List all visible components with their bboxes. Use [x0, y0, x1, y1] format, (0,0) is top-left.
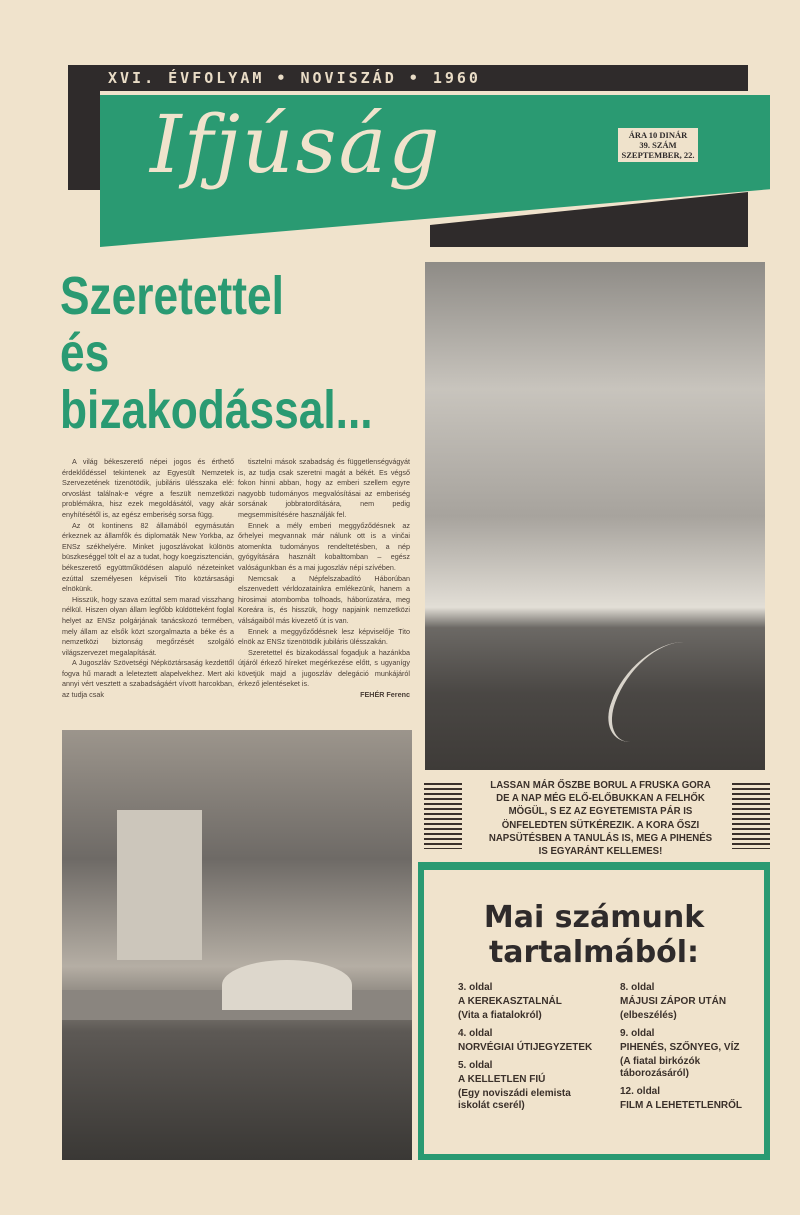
headline-line: Szeretettel: [60, 266, 284, 326]
contents-entry[interactable]: 12. oldal FILM A LEHETETLENRŐL: [620, 1086, 743, 1111]
contents-title-line: Mai számunk: [483, 900, 705, 935]
headline-line: bizakodással...: [60, 380, 373, 440]
newspaper-title: Ifjúság: [150, 98, 442, 191]
paragraph: Ennek a meggyőződésnek lesz képviselője Tito elnök az ENSz tizenötödik jubiláris ülésszakán.: [238, 626, 410, 647]
article-headline: [60, 268, 373, 439]
photo-caption: LASSAN MÁR ŐSZBE BORUL A FRUSKA GORA DE A NAP MÉG ELŐ-ELŐBUKKAN A FELHŐK MÖGÜL, S EZ AZ EGYETEMISTA PÁR IS ÖNFELEDTEN SÜTKÉREZIK. A KORA ŐSZI NAPSÜTÉSBEN A TANULÁS IS, MEG A PIHENÉS IS EGYARÁNT KELLEMES!: [488, 779, 713, 858]
paragraph: A világ békeszerető népei jogos és érthető érdeklődéssel tekintenek az Egyesült Nemzetek Szervezetének tizenötödik, jubiláris ülésszaka elé: orvoslást találnak-e végre a feszült nemzetközi problémákra, hisz ezek megoldásától, vagy akár enyhítésétől is, az egész emberiség sorsa függ.: [62, 457, 234, 519]
paragraph: Szeretettel és bizakodással fogadjuk a hazánkba útjáról érkező híreket megérkezése előtt, s ugyanígy követjük majd a jugoszláv delegáció munkájáról érkező jelentéseket is.: [238, 647, 410, 689]
caption-rule-left: [424, 783, 462, 849]
article-column-1: [62, 457, 234, 701]
author-signature: FEHÉR Ferenc: [360, 690, 410, 700]
fruska-gora-landscape-photo: [425, 262, 765, 770]
paragraph: Hisszük, hogy szava ezúttal sem marad visszhang nélkül. Hiszen olyan állam legfőbb küldötteként foglal helyet az ENSz polgárjának tanácskozó termében, mely állam az elsők közt szorgalmazta a béke és a nemzetközi biztonság megőrzését szolgáló világszervezet megalapítását.: [62, 594, 234, 657]
contents-entry[interactable]: 5. oldal A KELLETLEN FIÚ (Egy noviszádi elemista iskolát cserél): [458, 1060, 571, 1111]
masthead-left-bar: [68, 90, 100, 190]
article-column-2: [238, 457, 410, 701]
price: ÁRA 10 DINÁR: [628, 130, 688, 140]
contents-left-column: [458, 982, 598, 1114]
masthead-band: [68, 65, 748, 91]
paragraph: A Jugoszláv Szövetségi Népköztársaság kezdettől fogva hű maradt a leleteztett alapelvekhez. Mert aki annyi vért vesztett a szabadságáért vívott harcokban, az tudja csak: [62, 658, 234, 700]
paragraph: tisztelni mások szabadság és függetlenségvágyát is, az tudja csak szeretni magát a békét. Es végső fokon hinni abban, hogy az emberi szellem egyre nagyobb tudományos megvalósításai az emberiség sorsának jobbratordítására, nem pedig megsemmisítésére használják fel.: [238, 457, 410, 519]
contents-title: [424, 900, 764, 970]
paragraph: Ennek a mély emberi meggyőződésnek az őrhelyei megvannak már nálunk ott is a vinčai atomenkta tudományos rendeltetésben, a nép gyógyítására használt kobalttomban – egész valóságunkban és a mai jugoszláv népi szívében.: [238, 520, 410, 572]
paragraph: Az öt kontinens 82 államából egymásután érkeznek az államfők és diplomaták New Yorkba, az ENSz székhelyére. Minket jugoszlávokat különös büszkeséggel tölt el az a tudat, hogy koegzisztencián, békeszerető együttműködésen alapuló nézeteinket ezúttal személyesen képviseli Tito köztársasági elnökünk.: [62, 520, 234, 594]
headline-line: és: [60, 323, 110, 383]
issue-date: SZEPTEMBER, 22.: [621, 150, 695, 160]
price-box: [618, 128, 698, 162]
caption-rule-right: [732, 783, 770, 849]
paragraph: Nemcsak a Népfelszabadító Háborúban elszenvedett vérldozatainkra emlékezünk, hanem a hirosimai atombomba tolhoads, háborúzatára, meg Koreára is, és hisszük, hogy napjaink nemzetközi válságaiból más kivezető út is van.: [238, 573, 410, 625]
contents-entry[interactable]: 9. oldal PIHENÉS, SZŐNYEG, VÍZ (A fiatal birkózók táborozásáról): [620, 1028, 740, 1079]
new-york-un-photo: [62, 730, 412, 1160]
contents-box: [418, 862, 770, 1160]
contents-entry[interactable]: 3. oldal A KEREKASZTALNÁL (Vita a fiatalokról): [458, 982, 562, 1021]
contents-title-line: tartalmából:: [488, 935, 700, 970]
volume-line: XVI. ÉVFOLYAM • NOVISZÁD • 1960: [108, 69, 481, 87]
contents-entry[interactable]: 4. oldal NORVÉGIAI ÚTIJEGYZETEK: [458, 1028, 593, 1053]
contents-entry[interactable]: 8. oldal MÁJUSI ZÁPOR UTÁN (elbeszélés): [620, 982, 727, 1021]
issue-number: 39. SZÁM: [639, 140, 677, 150]
contents-right-column: [620, 982, 750, 1114]
